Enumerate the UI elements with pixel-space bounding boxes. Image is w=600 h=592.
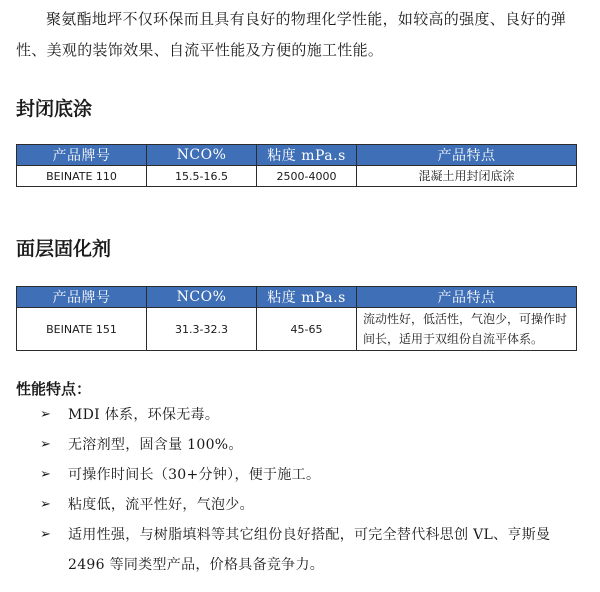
features-list xyxy=(0,400,600,580)
header-nco: NCO% xyxy=(147,145,257,166)
cell-product-grade: BEINATE 110 xyxy=(17,166,147,187)
cell-viscosity: 45-65 xyxy=(257,308,357,351)
header-nco: NCO% xyxy=(147,287,257,308)
feature-text: 无溶剂型，固含量 100%。 xyxy=(68,437,243,453)
arrow-right-icon: ➢ xyxy=(40,527,52,542)
header-product-grade: 产品牌号 xyxy=(17,145,147,166)
list-item xyxy=(0,460,600,490)
arrow-right-icon: ➢ xyxy=(40,407,52,422)
product-table-sealing-primer xyxy=(16,144,577,187)
feature-text: 粘度低，流平性好，气泡少。 xyxy=(68,497,254,513)
header-features: 产品特点 xyxy=(357,287,577,308)
table-row xyxy=(17,308,577,351)
feature-text: 适用性强，与树脂填料等其它组份良好搭配，可完全替代科思创 VL、亨斯曼 2496 等同类型产品，价格具备竞争力。 xyxy=(68,527,551,573)
list-item xyxy=(0,520,600,580)
header-viscosity: 粘度 mPa.s xyxy=(257,145,357,166)
feature-text: MDI 体系，环保无毒。 xyxy=(68,407,220,423)
header-features: 产品特点 xyxy=(357,145,577,166)
arrow-right-icon: ➢ xyxy=(40,437,52,452)
arrow-right-icon: ➢ xyxy=(40,497,52,512)
product-table-topcoat-hardener xyxy=(16,286,577,351)
table-header-row xyxy=(17,145,577,166)
section-title-sealing-primer: 封闭底涂 xyxy=(16,98,93,120)
features-title: 性能特点： xyxy=(16,380,92,398)
cell-nco: 15.5-16.5 xyxy=(147,166,257,187)
table-header-row xyxy=(17,287,577,308)
intro-paragraph: 聚氨酯地坪不仅环保而且具有良好的物理化学性能，如较高的强度、良好的弹性、美观的装饰效果、自流平性能及方便的施工性能。 xyxy=(16,10,567,59)
section-title-topcoat-hardener: 面层固化剂 xyxy=(16,238,112,260)
cell-viscosity: 2500-4000 xyxy=(257,166,357,187)
header-viscosity: 粘度 mPa.s xyxy=(257,287,357,308)
list-item xyxy=(0,400,600,430)
cell-features: 流动性好，低活性，气泡少，可操作时间长，适用于双组份自流平体系。 xyxy=(357,308,577,351)
list-item xyxy=(0,490,600,520)
cell-product-grade: BEINATE 151 xyxy=(17,308,147,351)
list-item xyxy=(0,430,600,460)
cell-nco: 31.3-32.3 xyxy=(147,308,257,351)
arrow-right-icon: ➢ xyxy=(40,467,52,482)
cell-features: 混凝土用封闭底涂 xyxy=(357,166,577,187)
table-row xyxy=(17,166,577,187)
header-product-grade: 产品牌号 xyxy=(17,287,147,308)
feature-text: 可操作时间长（30+分钟），便于施工。 xyxy=(68,467,321,483)
